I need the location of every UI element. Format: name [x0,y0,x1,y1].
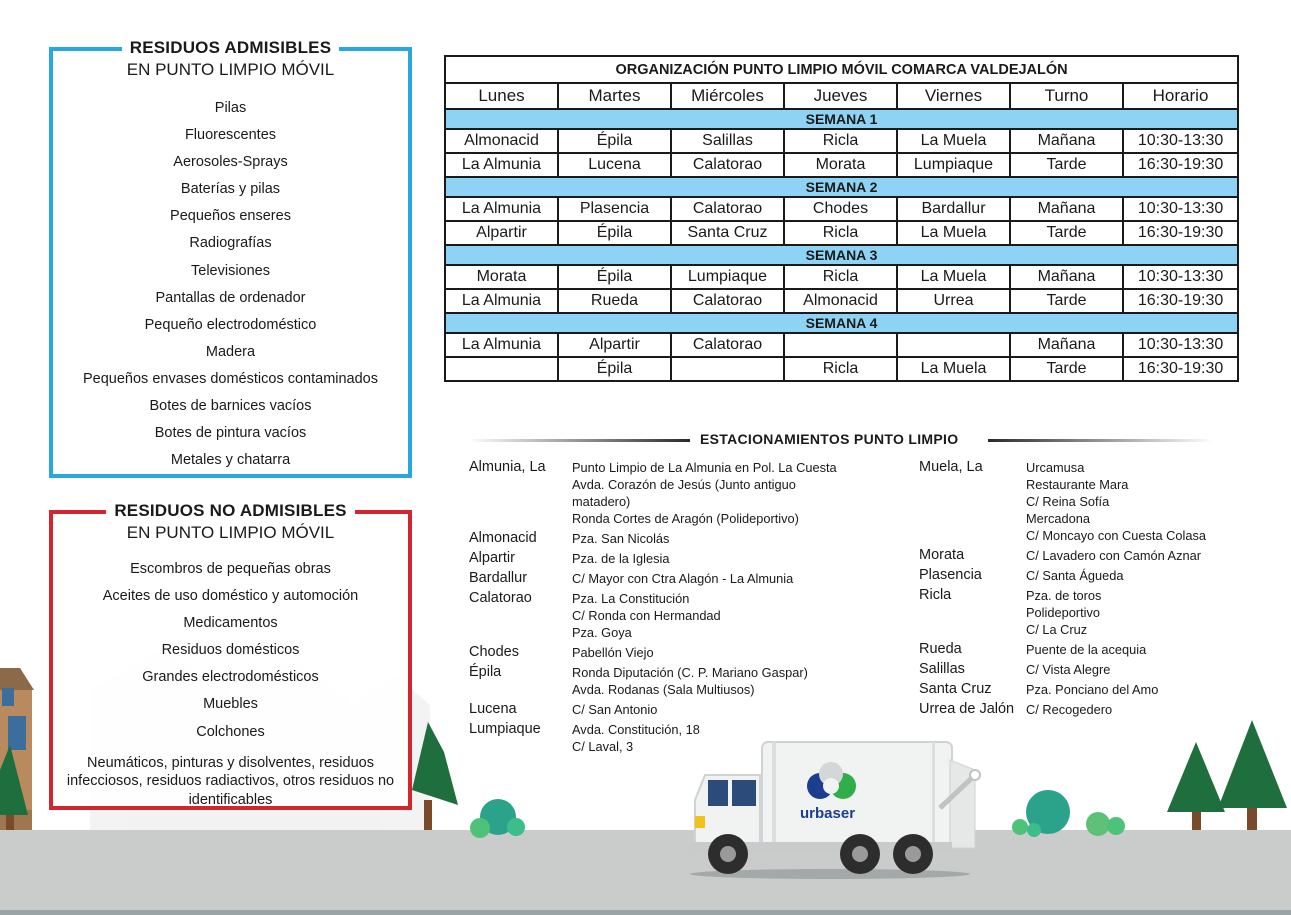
stop-town: Urrea de Jalón [919,701,1015,717]
table-cell: Almonacid [784,289,897,313]
estacionamientos-right-column [919,459,1249,721]
stop-town: Morata [919,547,965,563]
schedule-table [444,55,1239,382]
column-header: Lunes [445,83,558,109]
stop-town: Rueda [919,641,962,657]
table-cell: Épila [558,357,671,381]
stop-town: Lumpiaque [469,721,541,737]
list-item: Colchones [196,723,265,740]
table-row [445,129,1238,153]
no-admisibles-box [49,501,412,810]
stop-entry [919,547,1249,564]
estacionamientos-heading [468,431,1213,449]
stop-entry [919,641,1249,658]
stop-locations [1026,641,1146,658]
table-cell: Plasencia [558,197,671,221]
list-item: Pequeño electrodoméstico [144,316,317,333]
table-cell [445,357,558,381]
table-cell: Urrea [897,289,1010,313]
week-band [445,177,1238,197]
stop-location: Ronda Diputación (C. P. Mariano Gaspar) [572,665,808,680]
table-cell: Salillas [671,129,784,153]
stop-location: Pza. Ponciano del Amo [1026,682,1159,697]
stop-town: Calatorao [469,590,532,606]
table-cell: Lucena [558,153,671,177]
stop-location: C/ Reina Sofía [1026,494,1110,509]
table-cell: Rueda [558,289,671,313]
list-item: Televisiones [191,262,270,279]
table-cell: Santa Cruz [671,221,784,245]
list-item: Baterías y pilas [180,181,281,198]
week-label: SEMANA 1 [445,109,1238,129]
table-cell: Tarde [1010,153,1123,177]
stop-entry [469,550,869,567]
stop-location: Pza. de la Iglesia [572,551,670,566]
list-item: Neumáticos, pinturas y disolventes, residuos infecciosos, residuos radiactivos, otros residuos no identificables [66,754,395,808]
table-cell: Almonacid [445,129,558,153]
table-cell: Ricla [784,265,897,289]
pine-trees-right [1167,720,1287,830]
admisibles-title: RESIDUOS ADMISIBLES [122,38,340,58]
stop-location: Polideportivo [1026,605,1100,620]
stop-location: C/ Vista Alegre [1026,662,1111,677]
table-cell: Calatorao [671,153,784,177]
table-cell: 16:30-19:30 [1123,221,1238,245]
table-row [445,153,1238,177]
garbage-truck-illustration [690,742,980,879]
column-header: Viernes [897,83,1010,109]
no-admisibles-header [53,501,408,543]
stop-location: Urcamusa [1026,460,1085,475]
stop-locations [1026,701,1112,718]
stop-town: Alpartir [469,550,515,566]
stop-locations [1026,587,1101,638]
heading-rule-left [468,439,690,442]
list-item: Botes de barnices vacíos [149,398,312,415]
table-row [445,197,1238,221]
table-cell: Lumpiaque [897,153,1010,177]
column-header: Turno [1010,83,1123,109]
table-cell: Alpartir [445,221,558,245]
stop-town: Bardallur [469,570,528,586]
stop-locations [572,570,793,587]
table-cell: La Muela [897,357,1010,381]
table-cell: Ricla [784,357,897,381]
stop-location: C/ Laval, 3 [572,739,634,754]
week-band [445,109,1238,129]
stop-location: Mercadona [1026,511,1091,526]
stop-entry [919,701,1249,718]
stop-location: C/ Mayor con Ctra Alagón - La Almunia [572,571,794,586]
stop-entry [469,721,869,755]
column-header: Jueves [784,83,897,109]
stop-entry [469,701,869,718]
table-cell: Lumpiaque [671,265,784,289]
stop-location: Pza. Goya [572,625,632,640]
stop-location: Restaurante Mara [1026,477,1129,492]
table-row [445,333,1238,357]
column-header: Martes [558,83,671,109]
table-cell: 16:30-19:30 [1123,357,1238,381]
table-cell: La Muela [897,221,1010,245]
table-row [445,265,1238,289]
table-cell: Alpartir [558,333,671,357]
week-band [445,245,1238,265]
stop-town: Santa Cruz [919,681,992,697]
table-cell: Calatorao [671,197,784,221]
table-cell: Ricla [784,221,897,245]
table-cell: Épila [558,221,671,245]
stop-locations [1026,681,1158,698]
list-item: Fluorescentes [184,127,277,144]
list-item: Medicamentos [183,615,278,632]
table-cell: Épila [558,129,671,153]
stop-town: Chodes [469,644,519,660]
week-label: SEMANA 2 [445,177,1238,197]
stop-town: Épila [469,664,502,680]
stop-locations [572,721,700,755]
stop-location: Avda. Corazón de Jesús (Junto antiguo [572,477,796,492]
table-cell: 10:30-13:30 [1123,265,1238,289]
heading-rule-right [988,439,1213,442]
admisibles-header [53,38,408,80]
urbaser-brand-text: urbaser [800,805,856,822]
schedule-title: ORGANIZACIÓN PUNTO LIMPIO MÓVIL COMARCA VALDEJALÓN [445,56,1238,83]
stop-locations [1026,459,1206,544]
list-item: Radiografías [189,235,272,252]
table-cell: Tarde [1010,221,1123,245]
admisibles-list [53,95,408,474]
bush-group-left [470,799,525,838]
stop-locations [572,664,808,698]
stop-location: Puente de la acequia [1026,642,1147,657]
column-header: Horario [1123,83,1238,109]
table-cell: La Almunia [445,153,558,177]
stop-town: Salillas [919,661,965,677]
stop-entry [469,459,869,527]
table-cell: Morata [784,153,897,177]
stop-locations [1026,547,1201,564]
stop-location: Pza. La Constitución [572,591,690,606]
list-item: Aceites de uso doméstico y automoción [102,588,359,605]
list-item: Pequeños envases domésticos contaminados [82,370,378,387]
week-label: SEMANA 4 [445,313,1238,333]
list-item: Grandes electrodomésticos [142,669,319,686]
schedule-header-row [445,83,1238,109]
table-row [445,289,1238,313]
table-cell: 16:30-19:30 [1123,289,1238,313]
stop-town: Almunia, La [469,459,546,475]
list-item: Pantallas de ordenador [155,289,306,306]
table-cell: Ricla [784,129,897,153]
column-header: Miércoles [671,83,784,109]
stop-locations [572,590,721,641]
table-cell: 10:30-13:30 [1123,197,1238,221]
stop-locations [572,530,669,547]
table-row [445,221,1238,245]
stop-town: Muela, La [919,459,983,475]
stop-entry [919,587,1249,638]
table-cell: La Muela [897,129,1010,153]
estacionamientos-title: ESTACIONAMIENTOS PUNTO LIMPIO [700,431,959,447]
table-cell: Calatorao [671,289,784,313]
stop-locations [572,459,837,527]
stop-town: Almonacid [469,530,537,546]
stop-entry [469,644,869,661]
stop-entry [919,681,1249,698]
table-cell: Tarde [1010,289,1123,313]
stop-location: C/ La Cruz [1026,622,1088,637]
table-cell: Mañana [1010,197,1123,221]
stop-entry [919,661,1249,678]
table-cell: Calatorao [671,333,784,357]
table-cell: 10:30-13:30 [1123,333,1238,357]
stop-entry [469,570,869,587]
stop-locations [1026,661,1110,678]
list-item: Botes de pintura vacíos [154,425,307,442]
list-item: Madera [205,343,256,360]
stop-location: Pza. San Nicolás [572,531,670,546]
table-cell: Mañana [1010,333,1123,357]
list-item: Escombros de pequeñas obras [130,561,331,577]
stop-location: matadero) [572,494,631,509]
stop-location: C/ Moncayo con Cuesta Colasa [1026,528,1206,543]
week-band [445,313,1238,333]
table-cell [897,333,1010,357]
stop-town: Plasencia [919,567,982,583]
list-item: Aerosoles-Sprays [173,154,288,171]
stop-location: Ronda Cortes de Aragón (Polideportivo) [572,511,799,526]
table-row [445,357,1238,381]
no-admisibles-subtitle: EN PUNTO LIMPIO MÓVIL [126,523,335,542]
list-item: Muebles [203,696,258,713]
table-cell: Tarde [1010,357,1123,381]
table-cell: Mañana [1010,265,1123,289]
table-cell: La Almunia [445,333,558,357]
stop-location: Pza. de toros [1026,588,1102,603]
stop-location: C/ Ronda con Hermandad [572,608,721,623]
table-cell: 16:30-19:30 [1123,153,1238,177]
stop-entry [469,590,869,641]
table-cell: Bardallur [897,197,1010,221]
stop-location: C/ Lavadero con Camón Aznar [1026,548,1201,563]
stop-entry [919,567,1249,584]
stop-town: Lucena [469,701,517,717]
list-item: Pequeños enseres [170,208,291,225]
table-cell: Mañana [1010,129,1123,153]
stop-location: Avda. Constitución, 18 [572,722,700,737]
stop-entry [469,664,869,698]
list-item: Pilas [214,100,247,116]
stop-locations [572,701,657,718]
stop-location: Avda. Rodanas (Sala Multiusos) [572,682,755,697]
stop-location: Pabellón Viejo [572,645,654,660]
list-item: Residuos domésticos [161,642,300,659]
table-cell: La Muela [897,265,1010,289]
table-cell: Épila [558,265,671,289]
no-admisibles-title: RESIDUOS NO ADMISIBLES [106,501,354,521]
table-cell: La Almunia [445,289,558,313]
estacionamientos-left-column [469,459,869,758]
table-cell: Morata [445,265,558,289]
stop-location: C/ San Antonio [572,702,658,717]
stop-location: C/ Recogedero [1026,702,1113,717]
stop-locations [1026,567,1123,584]
stop-location: Punto Limpio de La Almunia en Pol. La Cuesta [572,460,837,475]
table-cell: 10:30-13:30 [1123,129,1238,153]
stop-town: Ricla [919,587,952,603]
table-cell [671,357,784,381]
table-cell: Chodes [784,197,897,221]
no-admisibles-list [53,556,408,809]
stop-entry [919,459,1249,544]
table-cell [784,333,897,357]
stop-locations [572,550,669,567]
stop-locations [572,644,654,661]
schedule-title-row [445,56,1238,83]
week-label: SEMANA 3 [445,245,1238,265]
bush-group-right [1012,790,1125,837]
table-cell: La Almunia [445,197,558,221]
admisibles-box [49,38,412,478]
stop-location: C/ Santa Águeda [1026,568,1124,583]
stop-entry [469,530,869,547]
list-item: Metales y chatarra [170,452,291,469]
admisibles-subtitle: EN PUNTO LIMPIO MÓVIL [126,60,335,79]
